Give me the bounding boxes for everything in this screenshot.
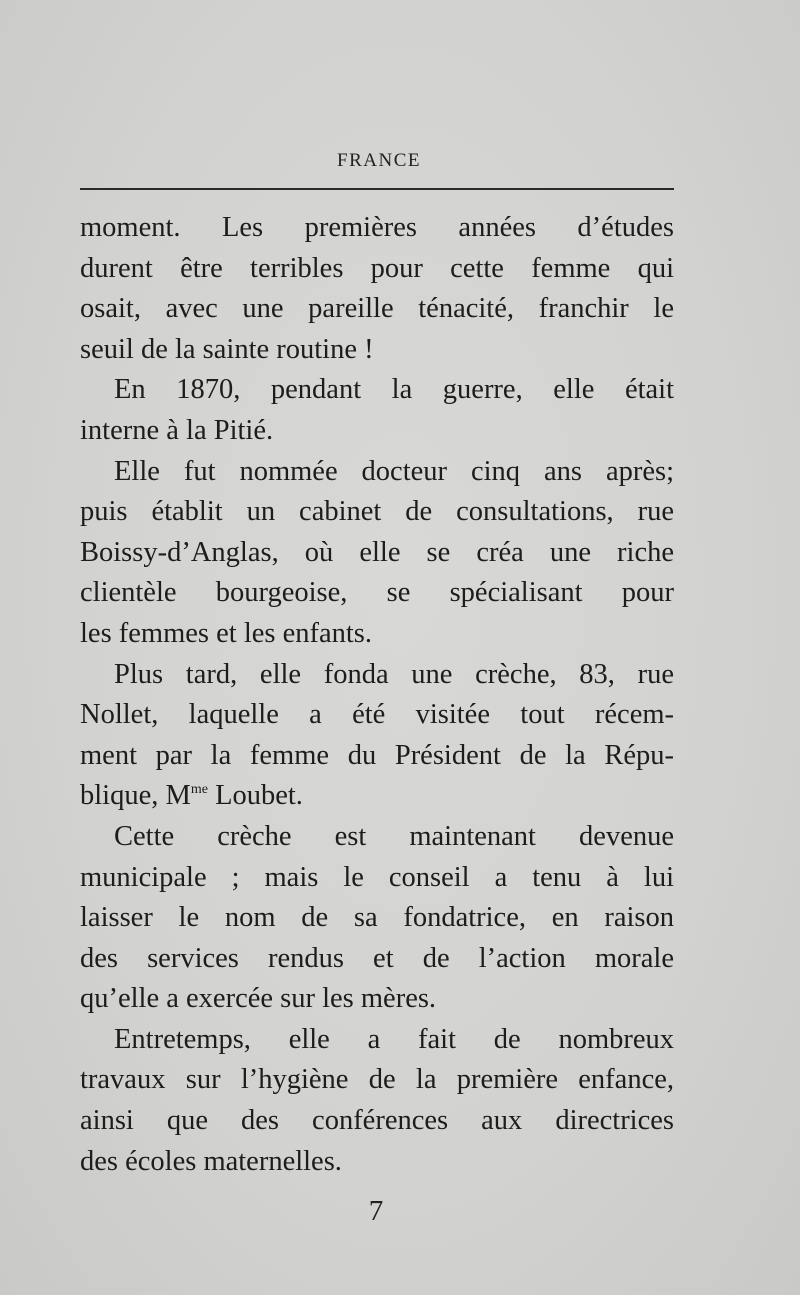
text-line: des services rendus et de l’action morale (80, 942, 674, 974)
text-line: Boissy-d’Anglas, où elle se créa une riche (80, 536, 674, 568)
text-fragment: Loubet. (207, 780, 303, 812)
text-line: ment par la femme du Président de la Répu- (80, 739, 674, 771)
text-line: interne à la Pitié. (80, 414, 274, 446)
text-line: osait, avec une pareille ténacité, franchir le (80, 293, 674, 325)
text-line (80, 776, 674, 817)
text-fragment: blique, M (80, 780, 191, 812)
body-text (80, 208, 674, 1182)
running-head: FRANCE (337, 150, 421, 171)
text-line: clientèle bourgeoise, se spécialisant pour (80, 577, 674, 609)
text-line: durent être terribles pour cette femme qui (80, 252, 674, 284)
text-line: Elle fut nommée docteur cinq ans après; (114, 455, 674, 487)
header-rule (80, 188, 674, 190)
text-line: travaux sur l’hygiène de la première enfance, (80, 1064, 674, 1096)
text-line: moment. Les premières années d’études (80, 212, 674, 243)
text-line: qu’elle a exercée sur les mères. (80, 983, 437, 1015)
text-line: Cette crèche est maintenant devenue (114, 820, 674, 852)
text-line: En 1870, pendant la guerre, elle était (114, 374, 674, 406)
text-line: des écoles maternelles. (80, 1145, 342, 1177)
text-line: Plus tard, elle fonda une crèche, 83, rue (114, 658, 674, 690)
text-line: municipale ; mais le conseil a tenu à lui (80, 861, 674, 893)
text-line: ainsi que des conférences aux directrices (80, 1105, 674, 1137)
superscript-abbrev: me (190, 782, 208, 798)
text-line: puis établit un cabinet de consultations, rue (80, 496, 674, 528)
page-number: 7 (368, 1195, 384, 1227)
text-line: les femmes et les enfants. (80, 617, 373, 649)
text-line: Nollet, laquelle a été visitée tout récem- (80, 699, 674, 731)
text-line: seuil de la sainte routine ! (80, 333, 374, 365)
text-line: laisser le nom de sa fondatrice, en raison (80, 902, 674, 934)
text-line: Entretemps, elle a fait de nombreux (114, 1023, 674, 1055)
